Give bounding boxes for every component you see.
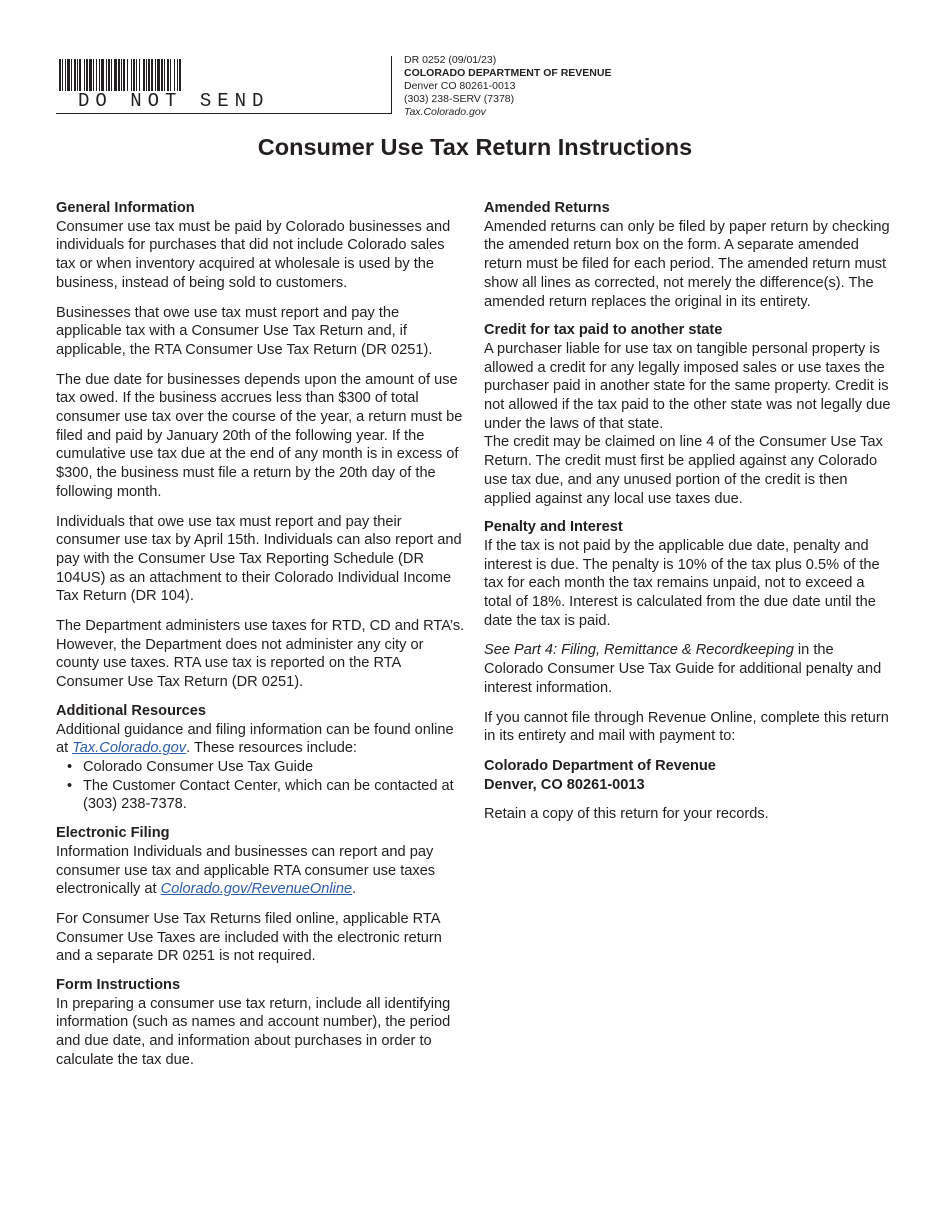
barcode-bar xyxy=(59,59,61,91)
form-header xyxy=(404,54,611,119)
barcode-bar xyxy=(101,59,104,91)
paragraph: A purchaser liable for use tax on tangible personal property is allowed a credit for any legally imposed sales or use taxes the purchaser paid in another state for the same property. Credit is not allowed if the tax paid to the other state was not legally due under the laws of that state. xyxy=(484,340,891,432)
paragraph: Individuals that owe use tax must report and pay their consumer use tax by April 15th. Individuals can also report and pay with the Consumer Use Tax Reporting Schedule (DR 104US) as an attachment to their Colorado Individual Income Tax Return (DR 104). xyxy=(56,513,462,605)
paragraph: In preparing a consumer use tax return, include all identifying information (such as names and account number), the period and due date, and information about purchases in order to calculate the tax due. xyxy=(56,995,451,1068)
address-line: Colorado Department of Revenue xyxy=(484,757,716,774)
barcode-bar xyxy=(131,59,132,91)
barcode-bar xyxy=(79,59,81,91)
section-title: Additional Resources xyxy=(56,702,207,719)
paragraph: If the tax is not paid by the applicable due date, penalty and interest is due. The penalty is 10% of the tax plus 0.5% of the tax for each month the tax remains unpaid, not to exceed a total of 18%. Interest is calculated from the due date until the date the tax is paid. xyxy=(484,537,880,629)
resources-list xyxy=(56,758,466,814)
barcode-bar xyxy=(118,59,120,91)
paragraph: The credit may be claimed on line 4 of the Consumer Use Tax Return. The credit must first be applied against any Colorado use tax due, and any unused portion of the credit is then applied against any local use taxes due. xyxy=(484,434,883,507)
barcode-bar xyxy=(127,59,128,91)
department-website: Tax.Colorado.gov xyxy=(404,106,486,118)
section-title: General Information xyxy=(56,200,195,216)
general-information-section xyxy=(56,199,466,692)
page-title: Consumer Use Tax Return Instructions xyxy=(257,134,693,160)
tax-colorado-link[interactable]: Tax.Colorado.gov xyxy=(72,740,187,757)
text: . xyxy=(352,881,357,898)
barcode-bar xyxy=(86,59,88,91)
barcode-bar xyxy=(167,59,169,91)
paragraph: The Department administers use taxes for RTD, CD and RTA’s. However, the Department does not administer any city or county use taxes. RTA use tax is reported on the RTA Consumer Use Tax Return (DR 0251). xyxy=(56,618,465,691)
barcode-bar xyxy=(74,59,76,91)
penalty-interest-section xyxy=(484,518,896,824)
text: Additional guidance and filing information can be found online at xyxy=(56,721,454,757)
barcode-bar xyxy=(67,59,70,91)
list-item: • The Customer Contact Center, which can be contacted at (303) 238-7378. xyxy=(83,777,466,814)
barcode-bar xyxy=(179,59,181,91)
barcode-bar xyxy=(65,59,66,91)
form-instructions-section xyxy=(56,976,466,1070)
barcode-bar xyxy=(133,59,135,91)
paragraph: Amended returns can only be filed by paper return by checking the amended return box on the form. A separate amended return must be filed for each period. The amended return must show all lines as corrected, not merely the difference(s). The amended return replaces the original in its entirety. xyxy=(484,218,890,310)
credit-section xyxy=(484,321,896,508)
paragraph: If you cannot file through Revenue Online, complete this return in its entirety and mail with payment to: xyxy=(484,709,889,745)
barcode-bar xyxy=(99,59,100,91)
barcode-bar xyxy=(93,59,94,91)
barcode-bar xyxy=(121,59,122,91)
barcode-bar xyxy=(139,59,140,91)
paragraph: For Consumer Use Tax Returns filed online, applicable RTA Consumer Use Taxes are included with the electronic return and a separate DR 0251 is not required. xyxy=(56,910,442,965)
barcode-bar xyxy=(143,59,145,91)
additional-resources-section xyxy=(56,702,466,814)
barcode-bar xyxy=(170,59,171,91)
do-not-send-label: DO NOT SEND xyxy=(78,90,270,112)
amended-returns-section xyxy=(484,199,896,311)
revenue-online-link[interactable]: Colorado.gov/RevenueOnline xyxy=(160,881,353,898)
paragraph xyxy=(56,721,466,758)
section-title: Credit for tax paid to another state xyxy=(484,322,723,339)
text: in the Colorado Consumer Use Tax Guide for additional penalty and interest information. xyxy=(484,642,882,696)
mailing-address xyxy=(484,757,896,794)
paragraph xyxy=(484,641,896,697)
paragraph: Retain a copy of this return for your records. xyxy=(484,806,769,823)
barcode-bar xyxy=(84,59,85,91)
paragraph: The due date for businesses depends upon the amount of use tax owed. If the business accrues less than $300 of total consumer use tax over the course of the year, a return must be filed and paid by January 20th of the following year. If the cumulative use tax due at the end of any month is in excess of $300, the business must file a return by the 20th day of the following month. xyxy=(56,371,463,500)
section-title: Amended Returns xyxy=(484,200,610,216)
barcode-bar xyxy=(108,59,110,91)
barcode-bar xyxy=(177,59,178,91)
barcode-bar xyxy=(96,59,97,91)
barcode-bar xyxy=(89,59,92,91)
department-phone: (303) 238-SERV (7378) xyxy=(404,93,515,105)
left-column xyxy=(56,199,466,1080)
barcode-box xyxy=(56,56,392,114)
paragraph: Consumer use tax must be paid by Colorado businesses and individuals for purchases that did not include Colorado sales tax or when inventory acquired at wholesale is used by the business, instead of being sold to customers. xyxy=(56,218,451,291)
section-title: Penalty and Interest xyxy=(484,519,623,536)
barcode-bar xyxy=(151,59,153,91)
section-title: Electronic Filing xyxy=(56,825,170,842)
right-column xyxy=(484,199,896,834)
section-title: Form Instructions xyxy=(56,977,181,994)
barcode-bar xyxy=(77,59,78,91)
list-item: • Colorado Consumer Use Tax Guide xyxy=(83,758,466,777)
barcode-bar xyxy=(161,59,163,91)
barcode-bar xyxy=(62,59,63,91)
guide-reference: See Part 4: Filing, Remittance & Recordkeeping xyxy=(484,642,794,659)
barcode-bar xyxy=(148,59,150,91)
barcode-bar xyxy=(111,59,112,91)
paragraph xyxy=(56,843,466,899)
barcode-bar xyxy=(71,59,72,91)
barcode-bar xyxy=(123,59,125,91)
paragraph: Businesses that owe use tax must report and pay the applicable tax with a Consumer Use Tax Return and, if applicable, the RTA Consumer Use Tax Return (DR 0251). xyxy=(56,304,433,358)
barcode-image xyxy=(59,59,281,91)
barcode-bar xyxy=(136,59,137,91)
department-city: Denver CO 80261-0013 xyxy=(404,80,516,92)
form-number: DR 0252 (09/01/23) xyxy=(404,54,497,66)
electronic-filing-section xyxy=(56,824,466,966)
barcode-bar xyxy=(174,59,175,91)
department-name: COLORADO DEPARTMENT OF REVENUE xyxy=(404,67,612,79)
text: Information Individuals and businesses can report and pay consumer use tax and applicable RTA consumer use taxes electronically at xyxy=(56,843,436,898)
address-line: Denver, CO 80261-0013 xyxy=(484,776,645,793)
barcode-bar xyxy=(157,59,160,91)
barcode-bar xyxy=(114,59,117,91)
barcode-bar xyxy=(164,59,165,91)
barcode-bar xyxy=(155,59,156,91)
barcode-bar xyxy=(146,59,147,91)
text: . These resources include: xyxy=(186,740,357,757)
barcode-bar xyxy=(106,59,107,91)
